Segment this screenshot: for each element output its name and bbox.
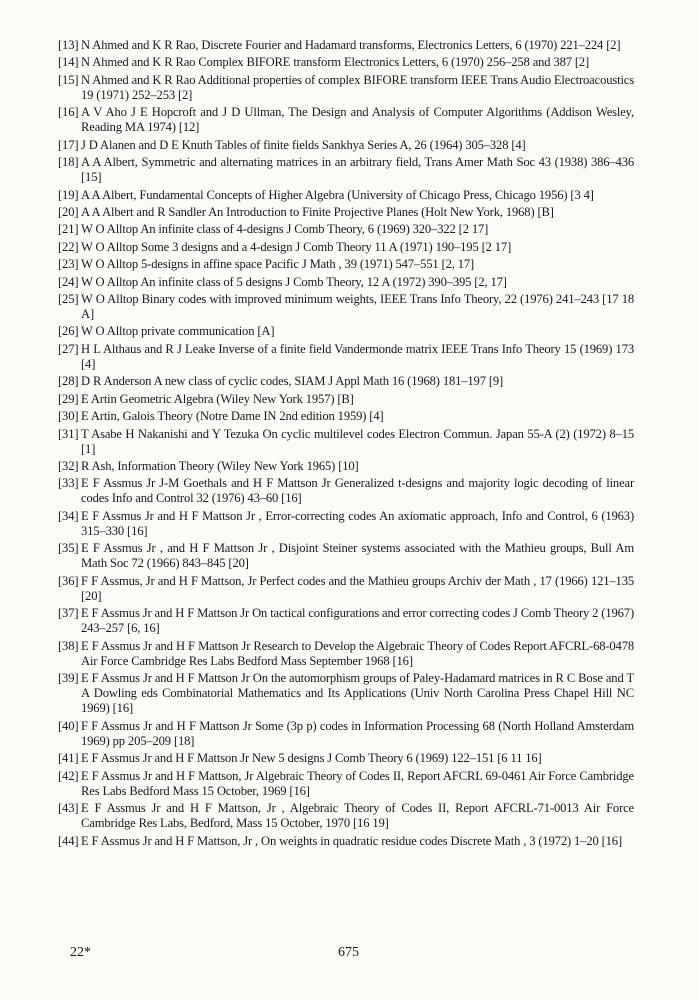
reference-entry <box>58 73 634 103</box>
reference-number: [16] <box>58 105 79 120</box>
reference-text: A A Albert, Fundamental Concepts of Higher Algebra (University of Chicago Press, Chicago 1956) [3 4] <box>81 187 594 202</box>
reference-entry <box>58 292 634 322</box>
reference-text: E F Assmus Jr and H F Mattson, Jr Algebraic Theory of Codes II, Report AFCRL 69-0461 Air Force Cambridge Res Labs Bedford Mass 15 October, 1969 [16] <box>81 768 634 798</box>
reference-text: E F Assmus Jr and H F Mattson Jr On tactical configurations and error correcting codes J Comb Theory 2 (1967) 243–257 [6, 16] <box>81 606 634 636</box>
reference-entry <box>58 392 634 407</box>
reference-entry <box>58 574 634 604</box>
reference-number: [24] <box>58 274 79 289</box>
reference-number: [43] <box>58 801 79 816</box>
reference-number: [29] <box>58 391 79 406</box>
reference-number: [19] <box>58 187 79 202</box>
reference-entry <box>58 541 634 571</box>
reference-text: D R Anderson A new class of cyclic codes, SIAM J Appl Math 16 (1968) 181–197 [9] <box>81 374 504 389</box>
reference-list <box>58 38 634 851</box>
reference-entry <box>58 606 634 636</box>
reference-text: E Artin Geometric Algebra (Wiley New York 1957) [B] <box>81 391 354 406</box>
reference-text: W O Alltop 5-designs in affine space Pacific J Math , 39 (1971) 547–551 [2, 17] <box>81 257 475 272</box>
reference-number: [31] <box>58 426 79 441</box>
reference-entry <box>58 38 634 53</box>
reference-text: W O Alltop An infinite class of 5 designs J Comb Theory, 12 A (1972) 390–395 [2, 17] <box>81 274 507 289</box>
signature-mark: 22* <box>70 945 91 960</box>
reference-text: E F Assmus Jr J-M Goethals and H F Mattson Jr Generalized t-designs and majority logic decoding of linear codes Info and Control 32 (1976) 43–60 [16] <box>81 476 634 506</box>
reference-text: N Ahmed and K R Rao Additional properties of complex BIFORE transform IEEE Trans Audio Electroacoustics 19 (1971) 252–253 [2] <box>81 72 634 102</box>
reference-entry <box>58 719 634 749</box>
reference-number: [18] <box>58 155 79 170</box>
reference-text: T Asabe H Nakanishi and Y Tezuka On cyclic multilevel codes Electron Commun. Japan 55-A (2) (1972) 8–15 [1] <box>81 426 634 456</box>
reference-entry <box>58 409 634 424</box>
reference-text: E F Assmus Jr and H F Mattson Jr New 5 designs J Comb Theory 6 (1969) 122–151 [6 11 16] <box>81 751 542 766</box>
reference-number: [25] <box>58 291 79 306</box>
reference-entry <box>58 205 634 220</box>
reference-text: E F Assmus Jr and H F Mattson Jr On the automorphism groups of Paley-Hadamard matrices in R C Bose and T A Dowling eds Combinatorial Mathematics and Its Applications (Univ North Carolina Press Chapel Hill NC 1969) [16] <box>81 671 634 716</box>
reference-text: W O Alltop An infinite class of 4-designs J Comb Theory, 6 (1969) 320–322 [2 17] <box>81 222 489 237</box>
reference-text: J D Alanen and D E Knuth Tables of finite fields Sankhya Series A, 26 (1964) 305–328 [4] <box>81 137 526 152</box>
reference-number: [22] <box>58 239 79 254</box>
reference-number: [35] <box>58 541 79 556</box>
reference-entry <box>58 55 634 70</box>
reference-text: N Ahmed and K R Rao Complex BIFORE transform Electronics Letters, 6 (1970) 256–258 and 387 [2] <box>81 55 590 70</box>
reference-number: [34] <box>58 508 79 523</box>
reference-number: [36] <box>58 573 79 588</box>
reference-number: [17] <box>58 137 79 152</box>
reference-entry <box>58 769 634 799</box>
reference-text: E Artin, Galois Theory (Notre Dame IN 2nd edition 1959) [4] <box>81 409 384 424</box>
reference-number: [37] <box>58 606 79 621</box>
reference-number: [26] <box>58 324 79 339</box>
reference-text: F F Assmus, Jr and H F Mattson, Jr Perfect codes and the Mathieu groups Archiv der Math , 17 (1966) 121–135 [20] <box>81 573 634 603</box>
reference-entry <box>58 105 634 135</box>
reference-entry <box>58 240 634 255</box>
reference-number: [13] <box>58 38 79 52</box>
reference-entry <box>58 324 634 339</box>
reference-number: [15] <box>58 72 79 87</box>
reference-number: [21] <box>58 222 79 237</box>
reference-number: [23] <box>58 257 79 272</box>
reference-text: A A Albert, Symmetric and alternating matrices in an arbitrary field, Trans Amer Math Soc 43 (1938) 386–436 [15] <box>81 155 634 185</box>
reference-number: [33] <box>58 476 79 491</box>
reference-text: W O Alltop private communication [A] <box>81 324 275 339</box>
reference-number: [14] <box>58 55 79 70</box>
reference-entry <box>58 476 634 506</box>
reference-text: H L Althaus and R J Leake Inverse of a finite field Vandermonde matrix IEEE Trans Info Theory 15 (1969) 173 [4] <box>81 341 634 371</box>
reference-entry <box>58 427 634 457</box>
reference-entry <box>58 834 634 849</box>
reference-number: [39] <box>58 671 79 686</box>
page-number: 675 <box>338 945 359 960</box>
reference-entry <box>58 138 634 153</box>
reference-number: [42] <box>58 768 79 783</box>
reference-entry <box>58 801 634 831</box>
reference-entry <box>58 155 634 185</box>
reference-number: [40] <box>58 718 79 733</box>
reference-entry <box>58 639 634 669</box>
reference-number: [44] <box>58 833 79 848</box>
reference-text: F F Assmus Jr and H F Mattson Jr Some (3p p) codes in Information Processing 68 (North Holland Amsterdam 1969) pp 205–209 [18] <box>81 718 634 748</box>
reference-entry <box>58 222 634 237</box>
reference-entry <box>58 374 634 389</box>
reference-entry <box>58 257 634 272</box>
reference-entry <box>58 509 634 539</box>
reference-number: [28] <box>58 374 79 389</box>
reference-number: [38] <box>58 638 79 653</box>
reference-number: [27] <box>58 341 79 356</box>
reference-entry <box>58 275 634 290</box>
reference-entry <box>58 342 634 372</box>
reference-text: R Ash, Information Theory (Wiley New York 1965) [10] <box>81 458 359 473</box>
reference-entry <box>58 751 634 766</box>
reference-number: [30] <box>58 409 79 424</box>
reference-text: E F Assmus Jr and H F Mattson, Jr , On weights in quadratic residue codes Discrete Math , 3 (1972) 1–20 [16] <box>81 833 622 848</box>
reference-number: [32] <box>58 458 79 473</box>
reference-entry <box>58 188 634 203</box>
reference-text: E F Assmus Jr and H F Mattson Jr , Error-correcting codes An axiomatic approach, Info and Control, 6 (1963) 315–330 [16] <box>81 508 634 538</box>
reference-text: E F Assmus Jr and H F Mattson Jr Research to Develop the Algebraic Theory of Codes Report AFCRL-68-0478 Air Force Cambridge Res Labs Bedford Mass September 1968 [16] <box>81 638 634 668</box>
reference-text: E F Assmus Jr , and H F Mattson Jr , Disjoint Steiner systems associated with the Mathieu groups, Bull Am Math Soc 72 (1966) 843–845 [20] <box>81 541 634 571</box>
reference-text: N Ahmed and K R Rao, Discrete Fourier and Hadamard transforms, Electronics Letters, 6 (1970) 221–224 [2] <box>81 38 621 52</box>
reference-text: A V Aho J E Hopcroft and J D Ullman, The Design and Analysis of Computer Algorithms (Addison Wesley, Reading MA 1974) [12] <box>81 105 634 135</box>
reference-number: [20] <box>58 205 79 220</box>
reference-number: [41] <box>58 751 79 766</box>
reference-entry <box>58 459 634 474</box>
reference-text: A A Albert and R Sandler An Introduction to Finite Projective Planes (Holt New York, 1968) [B] <box>81 205 554 220</box>
reference-text: W O Alltop Binary codes with improved minimum weights, IEEE Trans Info Theory, 22 (1976) 241–243 [17 18 A] <box>81 291 634 322</box>
reference-text: E F Assmus Jr and H F Mattson, Jr , Algebraic Theory of Codes II, Report AFCRL-71-0013 Air Force Cambridge Res Labs, Bedford, Mass 15 October, 1970 [16 19] <box>81 801 634 831</box>
reference-text: W O Alltop Some 3 designs and a 4-design J Comb Theory 11 A (1971) 190–195 [2 17] <box>81 239 512 254</box>
reference-entry <box>58 671 634 716</box>
